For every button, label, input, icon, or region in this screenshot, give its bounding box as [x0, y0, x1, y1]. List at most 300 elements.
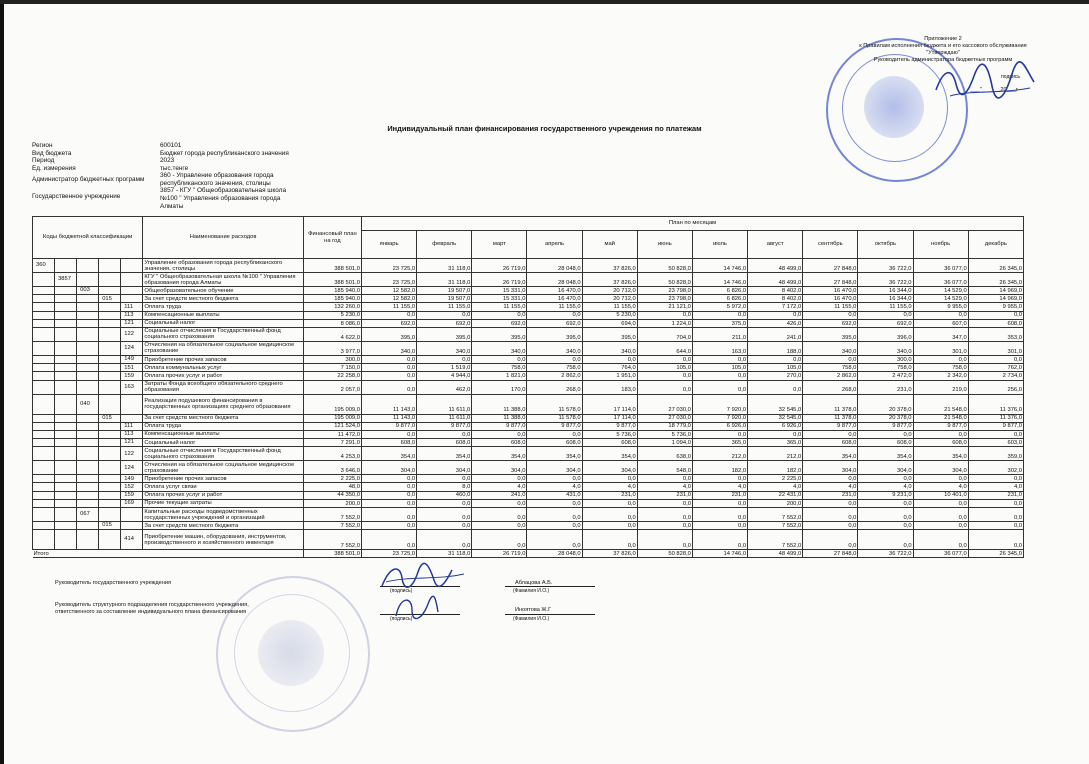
- code-cell: [33, 461, 55, 475]
- month-value: 0,0: [692, 522, 747, 530]
- code-cell: [77, 475, 99, 483]
- month-value: 14 969,0: [968, 287, 1023, 295]
- code-cell: [55, 475, 77, 483]
- month-value: 9 877,0: [968, 422, 1023, 430]
- code-cell: 149: [121, 475, 143, 483]
- month-value: 548,0: [637, 461, 692, 475]
- annual-plan-value: 7 552,0: [303, 530, 361, 550]
- meta-value-administrator: 360 - Управление образования города республиканского значения, столицы: [160, 172, 274, 187]
- month-value: 231,0: [858, 380, 913, 394]
- code-cell: [77, 303, 99, 311]
- month-value: 0,0: [858, 530, 913, 550]
- expense-name: Социальный налог: [143, 439, 303, 447]
- code-cell: [99, 430, 121, 438]
- annual-plan-value: 11 472,0: [303, 430, 361, 438]
- month-value: 758,0: [527, 364, 582, 372]
- code-cell: 124: [121, 461, 143, 475]
- month-value: 4,0: [913, 483, 968, 491]
- code-cell: 3857: [55, 273, 77, 287]
- month-value: 231,0: [692, 491, 747, 499]
- month-value: 0,0: [361, 430, 416, 438]
- expense-name: Социальные отчисления в Государственный фонд социального страхования: [143, 327, 303, 341]
- month-value: 0,0: [803, 311, 858, 319]
- month-value: 4,0: [748, 483, 803, 491]
- table-row: [33, 341, 1024, 355]
- month-value: 14 746,0: [692, 259, 747, 273]
- meta-value-institution: 3857 - КГУ " Общеобразовательная школа №100 " Управления образования города Алматы: [160, 187, 286, 210]
- code-cell: [33, 414, 55, 422]
- code-cell: 113: [121, 311, 143, 319]
- month-value: 11 611,0: [417, 414, 472, 422]
- month-value: 17 114,0: [582, 394, 637, 414]
- handwritten-signatures-icon: [378, 560, 468, 630]
- code-cell: [55, 499, 77, 507]
- month-value: 301,0: [968, 341, 1023, 355]
- month-value: 762,0: [968, 364, 1023, 372]
- month-value: 4 944,0: [417, 372, 472, 380]
- month-value: 11 143,0: [361, 394, 416, 414]
- month-value: 268,0: [527, 380, 582, 394]
- code-cell: 111: [121, 303, 143, 311]
- code-cell: [55, 430, 77, 438]
- annual-plan-value: 2 057,0: [303, 380, 361, 394]
- month-value: 0,0: [913, 430, 968, 438]
- code-cell: [55, 414, 77, 422]
- month-value: 0,0: [637, 530, 692, 550]
- month-value: 758,0: [858, 364, 913, 372]
- meta-key-region: Регион: [32, 142, 53, 149]
- annual-plan-value: 4 253,0: [303, 447, 361, 461]
- total-month-value: 27 848,0: [803, 550, 858, 558]
- head-sign-caption: (подпись): [390, 588, 413, 594]
- month-value: 36 722,0: [858, 273, 913, 287]
- month-value: 11 378,0: [803, 394, 858, 414]
- month-value: 354,0: [361, 447, 416, 461]
- code-cell: [55, 491, 77, 499]
- month-value: 0,0: [361, 483, 416, 491]
- code-cell: [99, 259, 121, 273]
- month-value: 764,0: [582, 364, 637, 372]
- month-value: 0,0: [803, 475, 858, 483]
- month-value: 0,0: [637, 380, 692, 394]
- expense-name: Компенсационные выплаты: [143, 311, 303, 319]
- annual-plan-value: 7 552,0: [303, 522, 361, 530]
- month-value: 9 231,0: [858, 491, 913, 499]
- code-cell: [33, 380, 55, 394]
- code-cell: [55, 287, 77, 295]
- code-cell: [55, 508, 77, 522]
- month-value: 0,0: [968, 522, 1023, 530]
- month-value: 212,0: [692, 447, 747, 461]
- month-value: 21 548,0: [913, 394, 968, 414]
- total-label: Итого: [33, 550, 304, 558]
- month-value: 0,0: [417, 355, 472, 363]
- annual-plan-value: 200,0: [303, 499, 361, 507]
- month-value: 11 155,0: [858, 303, 913, 311]
- month-value: 692,0: [803, 319, 858, 327]
- code-cell: 122: [121, 327, 143, 341]
- month-value: 48 499,0: [748, 259, 803, 273]
- code-cell: [99, 364, 121, 372]
- month-value: 10 401,0: [913, 491, 968, 499]
- table-row: [33, 259, 1024, 273]
- month-value: 9 877,0: [417, 422, 472, 430]
- code-cell: 360: [33, 259, 55, 273]
- expense-name: Капитальные расходы подведомственных государственных учреждений и организаций: [143, 508, 303, 522]
- expense-name: Социальный налог: [143, 319, 303, 327]
- month-value: 0,0: [803, 508, 858, 522]
- total-month-value: 14 746,0: [692, 550, 747, 558]
- month-value: 14 529,0: [913, 295, 968, 303]
- code-cell: [121, 508, 143, 522]
- total-month-value: 26 345,0: [968, 550, 1023, 558]
- expense-name: Отчисления на обязательное социальное медицинское страхование: [143, 461, 303, 475]
- month-value: 32 545,0: [748, 394, 803, 414]
- header-months: План по месяцам: [361, 217, 1023, 231]
- month-value: 170,0: [472, 380, 527, 394]
- code-cell: [77, 372, 99, 380]
- code-cell: [33, 372, 55, 380]
- annual-plan-value: 185 940,0: [303, 295, 361, 303]
- meta-value-unit: тыс.тенге: [160, 164, 189, 172]
- month-value: 0,0: [858, 508, 913, 522]
- code-cell: [55, 530, 77, 550]
- month-value: 4,0: [582, 483, 637, 491]
- month-value: 0,0: [582, 522, 637, 530]
- month-value: 11 143,0: [361, 414, 416, 422]
- month-value: 9 955,0: [968, 303, 1023, 311]
- month-value: 608,0: [361, 439, 416, 447]
- month-value: 0,0: [803, 355, 858, 363]
- month-value: 32 545,0: [748, 414, 803, 422]
- expense-name: За счет средств местного бюджета: [143, 414, 303, 422]
- table-row: [33, 364, 1024, 372]
- month-value: 4,0: [637, 483, 692, 491]
- month-value: 19 507,0: [417, 287, 472, 295]
- annual-plan-value: 185 940,0: [303, 287, 361, 295]
- month-value: 354,0: [417, 447, 472, 461]
- month-value: 50 828,0: [637, 259, 692, 273]
- expense-name: Прочие текущие затраты: [143, 499, 303, 507]
- month-value: 304,0: [361, 461, 416, 475]
- month-value: 0,0: [803, 430, 858, 438]
- annual-plan-value: 48,0: [303, 483, 361, 491]
- month-value: 1 951,0: [582, 372, 637, 380]
- month-value: 7 552,0: [748, 522, 803, 530]
- month-value: 15 331,0: [472, 295, 527, 303]
- month-value: 16 470,0: [803, 287, 858, 295]
- table-row: [33, 475, 1024, 483]
- month-value: 0,0: [527, 355, 582, 363]
- code-cell: 151: [121, 364, 143, 372]
- month-value: 26 719,0: [472, 259, 527, 273]
- month-value: 0,0: [968, 430, 1023, 438]
- month-value: 0,0: [361, 499, 416, 507]
- month-value: 0,0: [472, 508, 527, 522]
- annual-plan-value: 7 150,0: [303, 364, 361, 372]
- month-value: 0,0: [417, 311, 472, 319]
- code-cell: [55, 380, 77, 394]
- month-value: 302,0: [968, 461, 1023, 475]
- code-cell: [99, 508, 121, 522]
- month-value: 9 877,0: [858, 422, 913, 430]
- month-value: 0,0: [637, 311, 692, 319]
- month-value: 31 118,0: [417, 273, 472, 287]
- annual-plan-value: 7 552,0: [303, 508, 361, 522]
- code-cell: [99, 303, 121, 311]
- table-row: [33, 491, 1024, 499]
- table-row: [33, 394, 1024, 414]
- month-value: 340,0: [417, 341, 472, 355]
- month-value: 17 114,0: [582, 414, 637, 422]
- meta-value-budget-type: Бюджет города республиканского значения: [160, 149, 289, 157]
- month-value: 300,0: [858, 355, 913, 363]
- code-cell: [33, 287, 55, 295]
- header-month: июнь: [637, 231, 692, 259]
- month-value: 20 712,0: [582, 295, 637, 303]
- month-value: 0,0: [692, 530, 747, 550]
- month-value: 200,0: [748, 499, 803, 507]
- head-name-line: [505, 586, 595, 587]
- month-value: 268,0: [803, 380, 858, 394]
- header-month: март: [472, 231, 527, 259]
- annual-plan-value: 195 009,0: [303, 394, 361, 414]
- code-cell: [99, 380, 121, 394]
- month-value: 354,0: [913, 447, 968, 461]
- code-cell: [77, 530, 99, 550]
- table-row: [33, 273, 1024, 287]
- code-cell: 152: [121, 483, 143, 491]
- month-value: 704,0: [637, 327, 692, 341]
- code-cell: [55, 461, 77, 475]
- month-value: 11 155,0: [527, 303, 582, 311]
- month-value: 37 826,0: [582, 273, 637, 287]
- approval-signature-icon: [930, 60, 1040, 104]
- total-month-value: 26 719,0: [472, 550, 527, 558]
- code-cell: 414: [121, 530, 143, 550]
- annual-plan-value: 195 009,0: [303, 414, 361, 422]
- head-name-caption: (Фамилия И.О.): [513, 588, 550, 594]
- month-value: 26 345,0: [968, 273, 1023, 287]
- month-value: 0,0: [527, 522, 582, 530]
- month-value: 11 155,0: [361, 303, 416, 311]
- table-row: [33, 522, 1024, 530]
- code-cell: [121, 273, 143, 287]
- month-value: 105,0: [637, 364, 692, 372]
- month-value: 8 402,0: [748, 295, 803, 303]
- expense-name: Оплата услуг связи: [143, 483, 303, 491]
- month-value: 608,0: [527, 439, 582, 447]
- month-value: 11 155,0: [472, 303, 527, 311]
- month-value: 7 172,0: [748, 303, 803, 311]
- expense-name: Управление образования города республиканского значения, столицы: [143, 259, 303, 273]
- header-month: август: [748, 231, 803, 259]
- table-row: [33, 422, 1024, 430]
- month-value: 0,0: [582, 355, 637, 363]
- month-value: 359,0: [968, 447, 1023, 461]
- sub-sign-caption: (подпись): [390, 616, 413, 622]
- month-value: 607,0: [913, 319, 968, 327]
- total-month-value: 48 499,0: [748, 550, 803, 558]
- header-month: сентябрь: [803, 231, 858, 259]
- month-value: 0,0: [527, 475, 582, 483]
- month-value: 8 402,0: [748, 287, 803, 295]
- code-cell: 015: [99, 522, 121, 530]
- month-value: 19 507,0: [417, 295, 472, 303]
- month-value: 231,0: [637, 491, 692, 499]
- code-cell: [99, 422, 121, 430]
- month-value: 0,0: [361, 311, 416, 319]
- code-cell: [33, 439, 55, 447]
- month-value: 270,0: [748, 372, 803, 380]
- month-value: 1 094,0: [637, 439, 692, 447]
- code-cell: [55, 341, 77, 355]
- header-month: октябрь: [858, 231, 913, 259]
- header-month: ноябрь: [913, 231, 968, 259]
- month-value: 0,0: [527, 499, 582, 507]
- month-value: 182,0: [692, 461, 747, 475]
- month-value: 0,0: [637, 355, 692, 363]
- code-cell: [55, 303, 77, 311]
- month-value: 0,0: [913, 522, 968, 530]
- month-value: 431,0: [527, 491, 582, 499]
- annual-plan-value: 22 258,0: [303, 372, 361, 380]
- month-value: 0,0: [692, 508, 747, 522]
- month-value: 219,0: [913, 380, 968, 394]
- code-cell: [99, 439, 121, 447]
- month-value: 340,0: [472, 341, 527, 355]
- appendix-line-2: к Правилам исполнения бюджета и его кассового обслуживания: [859, 43, 1027, 49]
- month-value: 0,0: [472, 355, 527, 363]
- month-value: 0,0: [803, 522, 858, 530]
- meta-key-administrator: Администратор бюджетных программ: [32, 176, 145, 184]
- code-cell: [55, 422, 77, 430]
- code-cell: [99, 491, 121, 499]
- header-month: июль: [692, 231, 747, 259]
- month-value: 23 725,0: [361, 259, 416, 273]
- month-value: 0,0: [748, 430, 803, 438]
- month-value: 304,0: [913, 461, 968, 475]
- month-value: 758,0: [913, 364, 968, 372]
- month-value: 21 548,0: [913, 414, 968, 422]
- month-value: 608,0: [913, 439, 968, 447]
- annual-plan-value: 8 086,0: [303, 319, 361, 327]
- code-cell: [99, 483, 121, 491]
- meta-key-budget-type: Вид бюджета: [32, 149, 72, 157]
- table-row: [33, 372, 1024, 380]
- month-value: 0,0: [361, 530, 416, 550]
- code-cell: [33, 311, 55, 319]
- code-cell: [33, 491, 55, 499]
- month-value: 7 552,0: [748, 508, 803, 522]
- code-cell: [77, 295, 99, 303]
- header-month: апрель: [527, 231, 582, 259]
- month-value: 0,0: [748, 380, 803, 394]
- month-value: 0,0: [361, 475, 416, 483]
- annual-plan-value: 44 350,0: [303, 491, 361, 499]
- code-cell: 169: [121, 499, 143, 507]
- month-value: 36 077,0: [913, 273, 968, 287]
- month-value: 0,0: [527, 508, 582, 522]
- month-value: 0,0: [692, 311, 747, 319]
- month-value: 692,0: [361, 319, 416, 327]
- header-month: январь: [361, 231, 416, 259]
- month-value: 692,0: [527, 319, 582, 327]
- annual-plan-value: 300,0: [303, 355, 361, 363]
- table-row: [33, 483, 1024, 491]
- head-signature-label: Руководитель государственного учреждения: [55, 580, 171, 586]
- code-cell: [77, 414, 99, 422]
- table-row: [33, 327, 1024, 341]
- month-value: 0,0: [913, 499, 968, 507]
- month-value: 212,0: [748, 447, 803, 461]
- month-value: 426,0: [748, 319, 803, 327]
- expense-name: Отчисления на обязательное социальное медицинское страхование: [143, 341, 303, 355]
- table-row: [33, 380, 1024, 394]
- expense-name: Реализация подушевого финансирования в государственных организациях среднего образования: [143, 394, 303, 414]
- month-value: 396,0: [858, 327, 913, 341]
- sub-signature-label-2: ответственного за составление индивидуального плана финансирования: [55, 609, 247, 615]
- month-value: 354,0: [803, 447, 858, 461]
- month-value: 0,0: [803, 499, 858, 507]
- month-value: 0,0: [858, 475, 913, 483]
- month-value: 0,0: [968, 355, 1023, 363]
- month-value: 22 431,0: [748, 491, 803, 499]
- month-value: 0,0: [417, 475, 472, 483]
- month-value: 11 376,0: [968, 414, 1023, 422]
- month-value: 0,0: [582, 475, 637, 483]
- annual-plan-value: 2 225,0: [303, 475, 361, 483]
- month-value: 20 378,0: [858, 414, 913, 422]
- month-value: 354,0: [582, 447, 637, 461]
- code-cell: [33, 430, 55, 438]
- code-cell: [55, 364, 77, 372]
- code-cell: [77, 447, 99, 461]
- month-value: 0,0: [692, 499, 747, 507]
- month-value: 11 155,0: [417, 303, 472, 311]
- month-value: 0,0: [913, 311, 968, 319]
- month-value: 20 712,0: [582, 287, 637, 295]
- month-value: 231,0: [803, 491, 858, 499]
- annual-plan-value: 121 524,0: [303, 422, 361, 430]
- code-cell: [99, 394, 121, 414]
- month-value: 2 225,0: [748, 475, 803, 483]
- code-cell: 003: [77, 287, 99, 295]
- month-value: 36 722,0: [858, 259, 913, 273]
- total-month-value: 36 722,0: [858, 550, 913, 558]
- month-value: 0,0: [527, 530, 582, 550]
- code-cell: [77, 439, 99, 447]
- code-cell: [77, 311, 99, 319]
- code-cell: [33, 475, 55, 483]
- month-value: 48 499,0: [748, 273, 803, 287]
- code-cell: [99, 311, 121, 319]
- month-value: 0,0: [361, 491, 416, 499]
- month-value: 347,0: [913, 327, 968, 341]
- code-cell: [77, 430, 99, 438]
- code-cell: [77, 380, 99, 394]
- code-cell: [77, 491, 99, 499]
- month-value: 395,0: [361, 327, 416, 341]
- code-cell: [77, 273, 99, 287]
- month-value: 0,0: [692, 380, 747, 394]
- month-value: 18 779,0: [637, 422, 692, 430]
- month-value: 0,0: [472, 522, 527, 530]
- code-cell: 015: [99, 295, 121, 303]
- table-row: [33, 499, 1024, 507]
- table-row: [33, 530, 1024, 550]
- code-cell: [33, 422, 55, 430]
